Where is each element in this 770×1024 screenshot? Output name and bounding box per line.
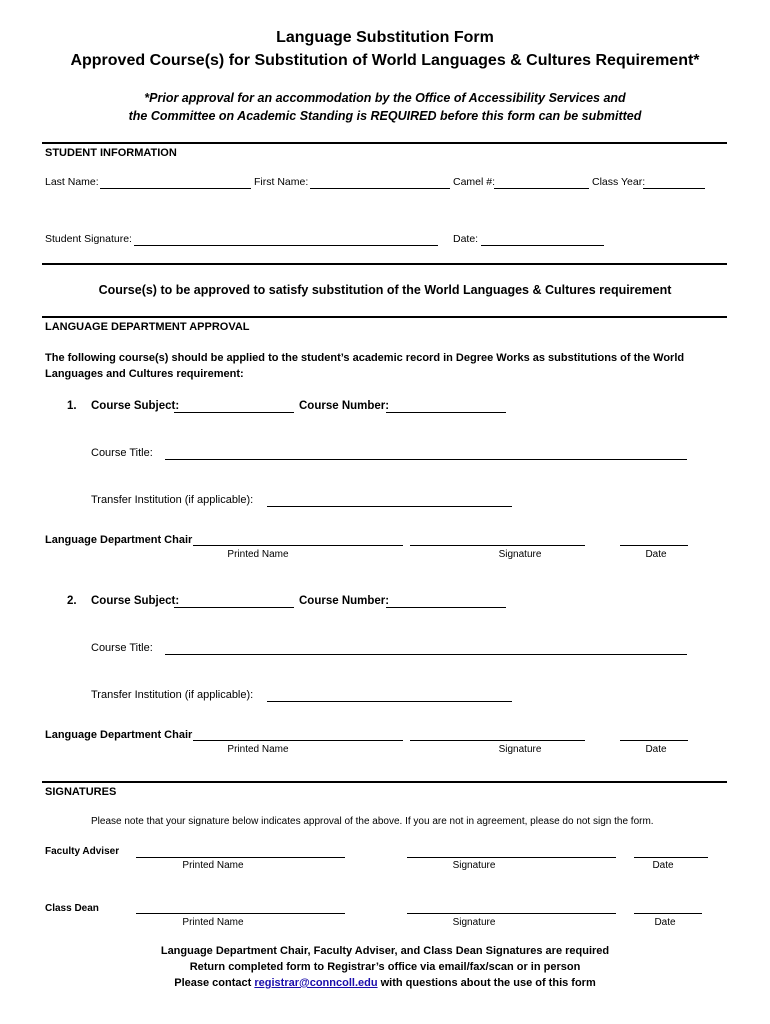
footer-required-line: Language Department Chair, Faculty Adviser, and Class Dean Signatures are required xyxy=(160,945,610,957)
course-2-subject-field[interactable] xyxy=(174,607,294,608)
course-1-chair-signature-field[interactable] xyxy=(410,545,585,546)
camel-number-field[interactable] xyxy=(494,188,589,189)
dean-date-caption: Date xyxy=(654,917,676,928)
course-2-number-label: Course Number: xyxy=(299,595,390,607)
course-2-title-label: Course Title: xyxy=(91,642,153,654)
dean-printed-name-caption: Printed Name xyxy=(182,917,244,928)
course-2-chair-signature-field[interactable] xyxy=(410,740,585,741)
course-2-transfer-label: Transfer Institution (if applicable): xyxy=(91,689,254,701)
dept-approval-heading: LANGUAGE DEPARTMENT APPROVAL xyxy=(45,321,250,333)
course-2-printed-name-caption: Printed Name xyxy=(227,744,289,755)
course-1-transfer-label: Transfer Institution (if applicable): xyxy=(91,494,254,506)
student-date-label: Date: xyxy=(453,233,479,245)
course-1-chair-label: Language Department Chair xyxy=(45,534,193,546)
section-divider xyxy=(42,263,727,265)
course-2-chair-date-field[interactable] xyxy=(620,740,688,741)
course-1-number: 1. xyxy=(67,400,77,412)
class-year-field[interactable] xyxy=(643,188,705,189)
last-name-field[interactable] xyxy=(100,188,251,189)
form-title: Language Substitution Form xyxy=(276,29,494,46)
faculty-signature-caption: Signature xyxy=(452,860,496,871)
course-1-subject-label: Course Subject: xyxy=(91,400,180,412)
footer-contact-line xyxy=(0,977,770,989)
class-year-label: Class Year: xyxy=(592,176,646,188)
courses-heading: Course(s) to be approved to satisfy substitution of the World Languages & Cultures requirement xyxy=(98,283,672,297)
course-2-number: 2. xyxy=(67,595,77,607)
course-2-subject-label: Course Subject: xyxy=(91,595,180,607)
first-name-label: First Name: xyxy=(254,176,309,188)
course-2-chair-label: Language Department Chair xyxy=(45,729,193,741)
faculty-adviser-name-field[interactable] xyxy=(136,857,345,858)
last-name-label: Last Name: xyxy=(45,176,99,188)
course-2-number-field[interactable] xyxy=(386,607,506,608)
course-1-title-field[interactable] xyxy=(165,459,687,460)
dept-instructions: The following course(s) should be applied to the student’s academic record in Degree Works as substitutions of the World Languages and Cultures requirement: xyxy=(45,352,685,380)
footer-return-line: Return completed form to Registrar’s office via email/fax/scan or in person xyxy=(189,961,581,973)
camel-number-label: Camel #: xyxy=(453,176,496,188)
course-1-printed-name-caption: Printed Name xyxy=(227,549,289,560)
course-1-transfer-field[interactable] xyxy=(267,506,512,507)
footer-contact-prefix: Please contact xyxy=(174,977,252,989)
faculty-printed-name-caption: Printed Name xyxy=(182,860,244,871)
faculty-adviser-signature-field[interactable] xyxy=(407,857,616,858)
prior-approval-note-line-1: *Prior approval for an accommodation by the Office of Accessibility Services and xyxy=(144,91,626,105)
class-dean-label: Class Dean xyxy=(45,903,99,914)
course-1-number-label: Course Number: xyxy=(299,400,390,412)
course-2-transfer-field[interactable] xyxy=(267,701,512,702)
course-2-date-caption: Date xyxy=(645,744,667,755)
faculty-adviser-label: Faculty Adviser xyxy=(45,846,120,857)
prior-approval-note-line-2: the Committee on Academic Standing is REQUIRED before this form can be submitted xyxy=(128,109,642,123)
course-1-number-field[interactable] xyxy=(386,412,506,413)
course-1-date-caption: Date xyxy=(645,549,667,560)
student-info-heading: STUDENT INFORMATION xyxy=(45,147,177,159)
class-dean-signature-field[interactable] xyxy=(407,913,616,914)
course-1-chair-name-field[interactable] xyxy=(193,545,403,546)
first-name-field[interactable] xyxy=(310,188,450,189)
course-2-signature-caption: Signature xyxy=(498,744,542,755)
section-divider xyxy=(42,316,727,318)
faculty-date-caption: Date xyxy=(652,860,674,871)
course-1-title-label: Course Title: xyxy=(91,447,153,459)
signatures-heading: SIGNATURES xyxy=(45,786,117,798)
course-1-chair-date-field[interactable] xyxy=(620,545,688,546)
course-1-signature-caption: Signature xyxy=(498,549,542,560)
student-date-field[interactable] xyxy=(481,245,604,246)
signatures-note: Please note that your signature below indicates approval of the above. If you are not in agreement, please do not sign the form. xyxy=(91,816,654,827)
class-dean-name-field[interactable] xyxy=(136,913,345,914)
student-signature-field[interactable] xyxy=(134,245,438,246)
dean-signature-caption: Signature xyxy=(452,917,496,928)
course-1-subject-field[interactable] xyxy=(174,412,294,413)
section-divider xyxy=(42,781,727,783)
course-2-title-field[interactable] xyxy=(165,654,687,655)
section-divider xyxy=(42,142,727,144)
form-subtitle: Approved Course(s) for Substitution of World Languages & Cultures Requirement* xyxy=(70,52,700,69)
student-signature-label: Student Signature: xyxy=(45,233,132,245)
registrar-email-link[interactable]: registrar@conncoll.edu xyxy=(254,977,378,989)
faculty-adviser-date-field[interactable] xyxy=(634,857,708,858)
class-dean-date-field[interactable] xyxy=(634,913,702,914)
course-2-chair-name-field[interactable] xyxy=(193,740,403,741)
footer-contact-suffix: with questions about the use of this form xyxy=(380,977,596,989)
